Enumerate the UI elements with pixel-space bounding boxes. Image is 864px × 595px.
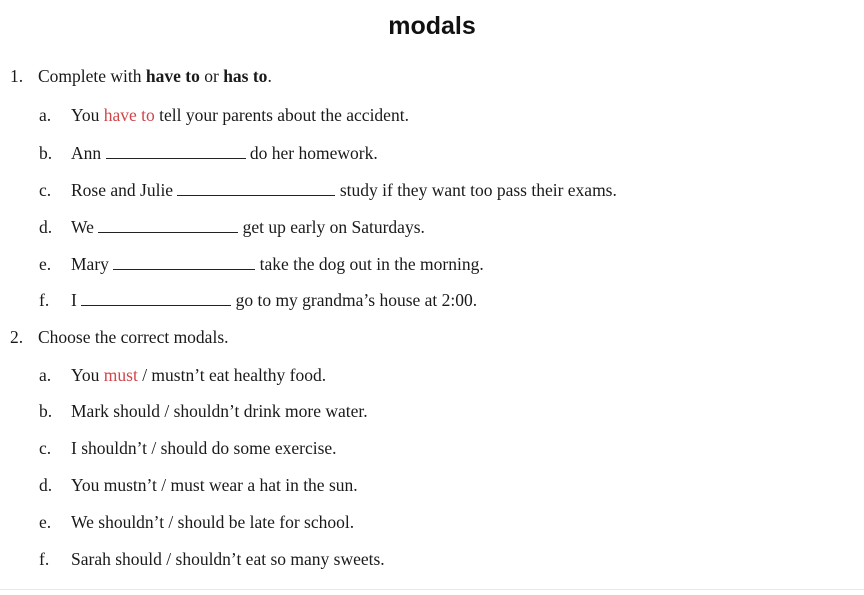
exercise-2-instruction: Choose the correct modals. — [38, 327, 229, 347]
sentence-part: take the dog out in the morning. — [255, 254, 484, 274]
item-sentence — [71, 143, 378, 163]
item-sentence: I shouldn’t / should do some exercise. — [71, 438, 337, 458]
item-letter: c. — [39, 180, 52, 200]
exercise-1-instruction — [38, 66, 272, 86]
answer-blank[interactable] — [98, 217, 238, 233]
sentence-part: You — [71, 105, 104, 125]
item-sentence — [71, 180, 617, 200]
page-edge-divider — [0, 589, 864, 590]
item-sentence — [71, 290, 477, 310]
item-letter: e. — [39, 512, 52, 532]
sentence-part: / mustn’t eat healthy food. — [137, 365, 327, 385]
answer-blank[interactable] — [177, 180, 335, 196]
sentence-part: study if they want too pass their exams. — [335, 180, 617, 200]
item-letter: a. — [39, 105, 52, 125]
item-sentence: You mustn’t / must wear a hat in the sun. — [71, 475, 358, 495]
sentence-part: Ann — [71, 143, 106, 163]
item-letter: e. — [39, 254, 52, 274]
item-sentence: Mark should / shouldn’t drink more water. — [71, 401, 368, 421]
instruction-text: Complete with — [38, 66, 146, 86]
sentence-part: You — [71, 365, 104, 385]
item-letter: f. — [39, 290, 50, 310]
item-sentence — [71, 254, 484, 274]
item-sentence: Sarah should / shouldn’t eat so many sweets. — [71, 549, 385, 569]
sentence-part: I — [71, 290, 82, 310]
exercise-1-number: 1. — [10, 66, 24, 86]
item-letter: b. — [39, 143, 53, 163]
sentence-part: go to my grandma’s house at 2:00. — [231, 290, 478, 310]
item-letter: d. — [39, 217, 53, 237]
item-letter: a. — [39, 365, 52, 385]
option-have-to: have to — [145, 66, 200, 86]
answer-blank[interactable] — [113, 254, 255, 270]
filled-answer: have to — [103, 105, 155, 125]
option-has-to: has to — [223, 66, 268, 86]
page-title: modals — [388, 12, 476, 40]
sentence-part: get up early on Saturdays. — [238, 217, 425, 237]
sentence-part: Mary — [71, 254, 114, 274]
item-sentence — [71, 365, 326, 385]
item-letter: d. — [39, 475, 53, 495]
item-sentence — [71, 217, 425, 237]
item-letter: f. — [39, 549, 50, 569]
instruction-text: . — [267, 66, 272, 86]
answer-blank[interactable] — [81, 290, 231, 306]
item-sentence: We shouldn’t / should be late for school. — [71, 512, 355, 532]
item-sentence — [71, 105, 409, 125]
sentence-part: tell your parents about the accident. — [154, 105, 409, 125]
instruction-text: or — [199, 66, 224, 86]
sentence-part: do her homework. — [245, 143, 378, 163]
sentence-part: We — [71, 217, 99, 237]
item-letter: c. — [39, 438, 52, 458]
selected-answer[interactable]: must — [103, 365, 138, 385]
answer-blank[interactable] — [106, 143, 246, 159]
sentence-part: Rose and Julie — [71, 180, 178, 200]
exercise-2-number: 2. — [10, 327, 24, 347]
item-letter: b. — [39, 401, 53, 421]
